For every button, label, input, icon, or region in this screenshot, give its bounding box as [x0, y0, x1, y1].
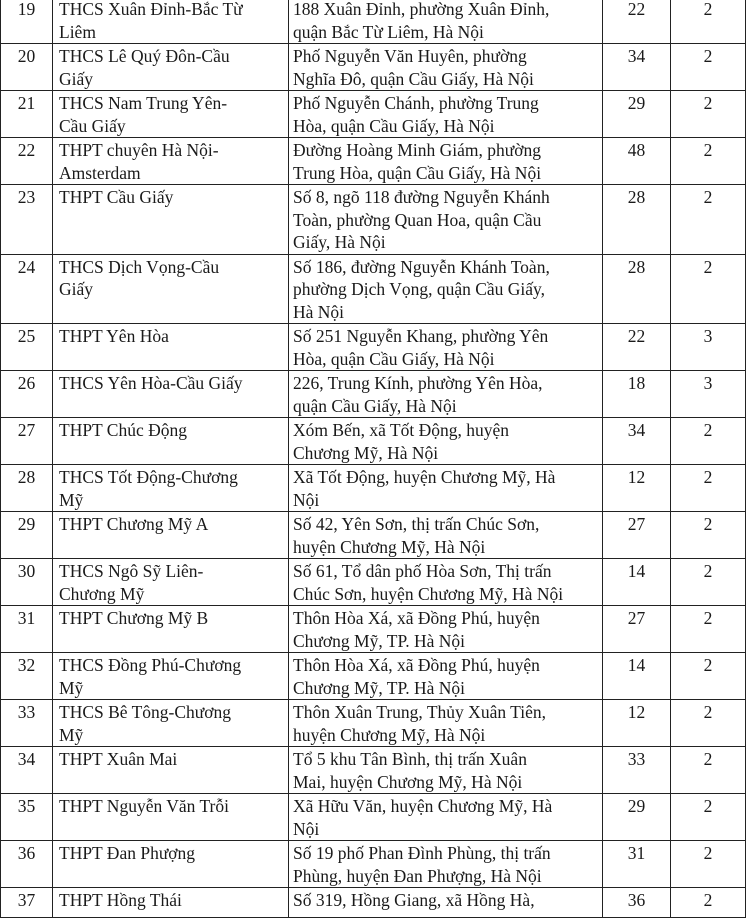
quantity-value: 2: [703, 655, 713, 675]
count-cell: [603, 0, 671, 44]
school-name-cell: [53, 91, 289, 138]
row-number: 28: [17, 467, 36, 487]
school-name-cell: [53, 700, 289, 747]
table-row: [1, 91, 746, 138]
school-name-cell: [53, 512, 289, 559]
row-number: 21: [17, 93, 36, 113]
address-line: Thôn Hòa Xá, xã Đồng Phú, huyện: [293, 655, 540, 675]
school-name-cell: [53, 324, 289, 371]
quantity-cell: [671, 0, 746, 44]
school-name-line: THPT Chương Mỹ A: [59, 514, 209, 534]
row-number-cell: [1, 841, 53, 888]
address-cell: [289, 185, 603, 255]
address-line: Số 251 Nguyễn Khang, phường Yên: [293, 326, 549, 346]
count-value: 36: [627, 890, 646, 910]
table-row: [1, 44, 746, 91]
row-number: 32: [17, 655, 36, 675]
school-name-line: THPT Hồng Thái: [59, 890, 182, 910]
address-line: Số 42, Yên Sơn, thị trấn Chúc Sơn,: [293, 514, 540, 534]
school-name-line: THPT Chương Mỹ B: [59, 608, 209, 628]
school-name-cell: [53, 185, 289, 255]
count-cell: [603, 512, 671, 559]
school-name-line: THCS Yên Hòa-Cầu Giấy: [59, 373, 243, 393]
school-name-cell: [53, 0, 289, 44]
address-line: Xã Hữu Văn, huyện Chương Mỹ, Hà: [293, 796, 553, 816]
row-number: 26: [17, 373, 36, 393]
quantity-cell: [671, 254, 746, 324]
row-number: 25: [17, 326, 36, 346]
address-line: Chương Mỹ, TP. Hà Nội: [293, 677, 466, 698]
quantity-cell: [671, 606, 746, 653]
address-cell: [289, 371, 603, 418]
count-value: 34: [627, 420, 646, 440]
row-number-cell: [1, 559, 53, 606]
row-number: 35: [17, 796, 36, 816]
quantity-cell: [671, 324, 746, 371]
quantity-value: 2: [703, 796, 713, 816]
table-row: [1, 0, 746, 44]
address-line: Chương Mỹ, Hà Nội: [293, 442, 439, 463]
count-value: 18: [627, 373, 646, 393]
quantity-value: 2: [703, 843, 713, 863]
row-number: 29: [17, 514, 36, 534]
school-name-line: Mỹ: [59, 489, 84, 510]
address-line: Tổ 5 khu Tân Bình, thị trấn Xuân: [293, 749, 527, 769]
address-cell: [289, 888, 603, 918]
school-name-cell: [53, 418, 289, 465]
address-cell: [289, 44, 603, 91]
school-name-cell: [53, 254, 289, 324]
school-name-line: Mỹ: [59, 724, 84, 745]
school-name-cell: [53, 559, 289, 606]
count-cell: [603, 606, 671, 653]
address-line: Số 319, Hồng Giang, xã Hồng Hà,: [293, 890, 535, 910]
school-name-line: THPT Đan Phượng: [59, 843, 196, 863]
count-cell: [603, 324, 671, 371]
address-line: Đường Hoàng Minh Giám, phường: [293, 140, 541, 160]
school-name-line: THPT Xuân Mai: [59, 749, 178, 769]
address-cell: [289, 465, 603, 512]
school-name-line: THPT Yên Hòa: [59, 326, 169, 346]
address-line: Phố Nguyễn Chánh, phường Trung: [293, 93, 539, 113]
quantity-cell: [671, 747, 746, 794]
school-name-cell: [53, 44, 289, 91]
quantity-value: 2: [703, 749, 713, 769]
address-cell: [289, 606, 603, 653]
address-line: Hòa, quận Cầu Giấy, Hà Nội: [293, 115, 495, 136]
count-cell: [603, 888, 671, 918]
row-number-cell: [1, 747, 53, 794]
row-number-cell: [1, 185, 53, 255]
address-line: quận Bắc Từ Liêm, Hà Nội: [293, 21, 484, 42]
address-cell: [289, 254, 603, 324]
quantity-cell: [671, 91, 746, 138]
address-line: Số 19 phố Phan Đình Phùng, thị trấn: [293, 843, 551, 863]
address-line: Chương Mỹ, TP. Hà Nội: [293, 630, 466, 651]
school-name-line: THPT Chúc Động: [59, 420, 188, 440]
school-name-cell: [53, 371, 289, 418]
quantity-value: 2: [703, 93, 713, 113]
address-cell: [289, 700, 603, 747]
table-row: [1, 653, 746, 700]
quantity-value: 2: [703, 561, 713, 581]
row-number-cell: [1, 606, 53, 653]
quantity-value: 2: [703, 514, 713, 534]
count-value: 28: [627, 187, 646, 207]
school-name-line: THCS Xuân Đỉnh-Bắc Từ: [59, 0, 243, 19]
quantity-value: 2: [703, 140, 713, 160]
table-row: [1, 606, 746, 653]
address-cell: [289, 324, 603, 371]
count-value: 12: [627, 467, 646, 487]
row-number: 24: [17, 256, 36, 277]
school-name-line: Giấy: [59, 279, 94, 299]
count-value: 28: [627, 256, 646, 277]
quantity-cell: [671, 44, 746, 91]
row-number-cell: [1, 138, 53, 185]
count-value: 12: [627, 702, 646, 722]
count-cell: [603, 559, 671, 606]
address-line: Xóm Bến, xã Tốt Động, huyện: [293, 420, 509, 440]
quantity-cell: [671, 841, 746, 888]
address-line: Nội: [293, 818, 320, 839]
address-line: Hòa, quận Cầu Giấy, Hà Nội: [293, 348, 495, 369]
school-name-cell: [53, 138, 289, 185]
school-name-line: THPT Cầu Giấy: [59, 187, 174, 207]
address-line: Mai, huyện Chương Mỹ, Hà Nội: [293, 771, 523, 792]
address-cell: [289, 91, 603, 138]
school-name-cell: [53, 841, 289, 888]
address-line: Trung Hòa, quận Cầu Giấy, Hà Nội: [293, 162, 542, 183]
table-row: [1, 371, 746, 418]
quantity-cell: [671, 512, 746, 559]
count-cell: [603, 747, 671, 794]
count-cell: [603, 371, 671, 418]
count-cell: [603, 794, 671, 841]
address-line: Chúc Sơn, huyện Chương Mỹ, Hà Nội: [293, 583, 564, 604]
table-row: [1, 418, 746, 465]
quantity-cell: [671, 888, 746, 918]
address-line: phường Dịch Vọng, quận Cầu Giấy,: [293, 279, 546, 299]
quantity-value: 2: [703, 0, 713, 19]
quantity-value: 2: [703, 467, 713, 487]
quantity-cell: [671, 794, 746, 841]
quantity-value: 2: [703, 46, 713, 66]
quantity-value: 3: [703, 326, 713, 346]
count-value: 14: [627, 561, 646, 581]
address-cell: [289, 0, 603, 44]
quantity-cell: [671, 185, 746, 255]
count-value: 22: [627, 326, 646, 346]
school-name-line: THCS Nam Trung Yên-: [59, 93, 228, 113]
row-number: 31: [17, 608, 36, 628]
school-name-line: THPT Nguyễn Văn Trỗi: [59, 796, 230, 816]
row-number-cell: [1, 700, 53, 747]
quantity-value: 2: [703, 890, 713, 910]
school-name-line: THCS Bê Tông-Chương: [59, 702, 232, 722]
school-name-line: Mỹ: [59, 677, 84, 698]
table-row: [1, 747, 746, 794]
school-name-cell: [53, 465, 289, 512]
count-value: 29: [627, 93, 646, 113]
table-row: [1, 559, 746, 606]
school-name-line: Cầu Giấy: [59, 115, 126, 136]
table-row: [1, 700, 746, 747]
count-value: 48: [627, 140, 646, 160]
school-name-line: THPT chuyên Hà Nội-: [59, 140, 219, 160]
address-line: Nội: [293, 489, 320, 510]
quantity-cell: [671, 138, 746, 185]
table-row: [1, 888, 746, 918]
address-cell: [289, 794, 603, 841]
quantity-cell: [671, 700, 746, 747]
count-value: 33: [627, 749, 646, 769]
quantity-cell: [671, 371, 746, 418]
row-number-cell: [1, 465, 53, 512]
count-cell: [603, 418, 671, 465]
row-number: 20: [17, 46, 36, 66]
count-cell: [603, 185, 671, 255]
table-row: [1, 841, 746, 888]
row-number-cell: [1, 44, 53, 91]
quantity-cell: [671, 418, 746, 465]
row-number: 36: [17, 843, 36, 863]
table-row: [1, 185, 746, 255]
row-number: 30: [17, 561, 36, 581]
quantity-value: 2: [703, 256, 713, 277]
address-cell: [289, 418, 603, 465]
school-name-line: THCS Ngô Sỹ Liên-: [59, 561, 204, 581]
address-cell: [289, 653, 603, 700]
table-row: [1, 794, 746, 841]
count-value: 29: [627, 796, 646, 816]
row-number: 34: [17, 749, 36, 769]
address-line: Nghĩa Đô, quận Cầu Giấy, Hà Nội: [293, 68, 534, 89]
school-name-cell: [53, 653, 289, 700]
table-row: [1, 138, 746, 185]
quantity-value: 2: [703, 187, 713, 207]
address-line: huyện Chương Mỹ, Hà Nội: [293, 724, 486, 745]
school-name-cell: [53, 794, 289, 841]
count-cell: [603, 138, 671, 185]
row-number-cell: [1, 324, 53, 371]
row-number-cell: [1, 794, 53, 841]
school-name-line: THCS Dịch Vọng-Cầu: [59, 256, 220, 277]
count-cell: [603, 841, 671, 888]
address-line: Xã Tốt Động, huyện Chương Mỹ, Hà: [293, 467, 556, 487]
address-cell: [289, 747, 603, 794]
address-line: 188 Xuân Đỉnh, phường Xuân Đỉnh,: [293, 0, 550, 19]
address-cell: [289, 512, 603, 559]
address-line: Giấy, Hà Nội: [293, 232, 386, 252]
table-row: [1, 324, 746, 371]
count-value: 34: [627, 46, 646, 66]
address-cell: [289, 559, 603, 606]
school-name-cell: [53, 888, 289, 918]
address-line: Phố Nguyễn Văn Huyên, phường: [293, 46, 527, 66]
quantity-value: 2: [703, 608, 713, 628]
address-cell: [289, 841, 603, 888]
address-line: quận Cầu Giấy, Hà Nội: [293, 395, 457, 416]
school-name-line: Amsterdam: [59, 162, 141, 183]
school-name-line: Giấy: [59, 68, 94, 89]
quantity-value: 2: [703, 702, 713, 722]
address-line: Hà Nội: [293, 301, 345, 322]
row-number-cell: [1, 653, 53, 700]
row-number-cell: [1, 91, 53, 138]
school-name-line: THCS Tốt Động-Chương: [59, 467, 238, 487]
row-number: 33: [17, 702, 36, 722]
table-row: [1, 512, 746, 559]
row-number: 27: [17, 420, 36, 440]
count-value: 22: [627, 0, 646, 19]
school-name-line: THCS Đồng Phú-Chương: [59, 655, 242, 675]
row-number: 19: [17, 0, 36, 19]
row-number-cell: [1, 254, 53, 324]
address-line: Thôn Hòa Xá, xã Đồng Phú, huyện: [293, 608, 540, 628]
table-row: [1, 254, 746, 324]
count-cell: [603, 700, 671, 747]
row-number-cell: [1, 888, 53, 918]
quantity-cell: [671, 465, 746, 512]
row-number: 37: [17, 890, 36, 910]
row-number: 23: [17, 187, 36, 207]
row-number-cell: [1, 512, 53, 559]
count-cell: [603, 653, 671, 700]
quantity-cell: [671, 559, 746, 606]
table-row: [1, 465, 746, 512]
row-number-cell: [1, 418, 53, 465]
quantity-value: 2: [703, 420, 713, 440]
address-line: Toàn, phường Quan Hoa, quận Cầu: [293, 209, 542, 230]
count-value: 14: [627, 655, 646, 675]
school-name-cell: [53, 747, 289, 794]
school-name-line: Liêm: [59, 21, 96, 42]
address-line: Số 186, đường Nguyễn Khánh Toàn,: [293, 256, 550, 277]
address-line: Thôn Xuân Trung, Thủy Xuân Tiên,: [293, 702, 546, 722]
schools-table-body: [1, 0, 746, 918]
row-number-cell: [1, 0, 53, 44]
count-value: 27: [627, 608, 646, 628]
row-number: 22: [17, 140, 36, 160]
quantity-cell: [671, 653, 746, 700]
count-cell: [603, 465, 671, 512]
address-cell: [289, 138, 603, 185]
count-cell: [603, 91, 671, 138]
count-cell: [603, 44, 671, 91]
address-line: 226, Trung Kính, phường Yên Hòa,: [293, 373, 543, 393]
address-line: huyện Chương Mỹ, Hà Nội: [293, 536, 486, 557]
address-line: Phùng, huyện Đan Phượng, Hà Nội: [293, 865, 542, 886]
school-name-cell: [53, 606, 289, 653]
count-cell: [603, 254, 671, 324]
row-number-cell: [1, 371, 53, 418]
address-line: Số 8, ngõ 118 đường Nguyễn Khánh: [293, 187, 550, 207]
quantity-value: 3: [703, 373, 713, 393]
school-name-line: Chương Mỹ: [59, 583, 145, 604]
count-value: 27: [627, 514, 646, 534]
school-name-line: THCS Lê Quý Đôn-Cầu: [59, 46, 230, 66]
address-line: Số 61, Tổ dân phố Hòa Sơn, Thị trấn: [293, 561, 552, 581]
count-value: 31: [627, 843, 646, 863]
